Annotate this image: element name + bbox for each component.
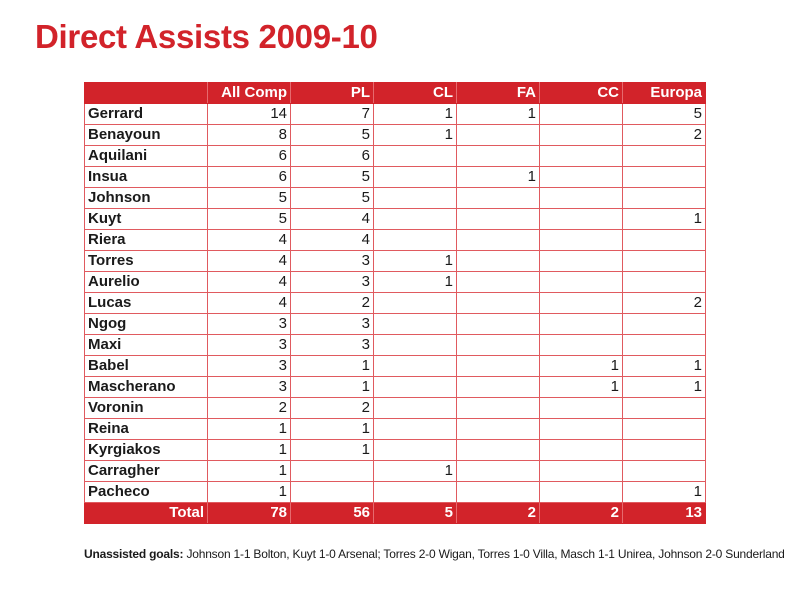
column-header-fa: FA: [457, 83, 540, 104]
cell-cc: [540, 251, 623, 272]
player-name: Aquilani: [85, 146, 208, 167]
player-name: Lucas: [85, 293, 208, 314]
player-name: Benayoun: [85, 125, 208, 146]
cell-fa: [457, 356, 540, 377]
table-row-voronin: [85, 398, 706, 419]
player-name: Ngog: [85, 314, 208, 335]
cell-pl: 6: [291, 146, 374, 167]
cell-pl: 1: [291, 356, 374, 377]
cell-all-comp: 3: [208, 335, 291, 356]
cell-cl: [374, 167, 457, 188]
column-header-pl: PL: [291, 83, 374, 104]
cell-fa: [457, 314, 540, 335]
cell-pl: 1: [291, 440, 374, 461]
cell-pl: 3: [291, 272, 374, 293]
cell-fa: [457, 146, 540, 167]
footnote-text: Johnson 1-1 Bolton, Kuyt 1-0 Arsenal; Torres 2-0 Wigan, Torres 1-0 Villa, Masch 1-1 Unirea, Johnson 2-0 Sunderland: [183, 547, 785, 561]
cell-all-comp: 14: [208, 104, 291, 125]
cell-cc: 1: [540, 356, 623, 377]
table-row-benayoun: [85, 125, 706, 146]
cell-cc: [540, 209, 623, 230]
player-name: Reina: [85, 419, 208, 440]
cell-all-comp: 1: [208, 482, 291, 503]
cell-cl: [374, 419, 457, 440]
total-europa: 13: [623, 503, 706, 524]
table-row-kyrgiakos: [85, 440, 706, 461]
cell-cl: [374, 482, 457, 503]
cell-europa: [623, 335, 706, 356]
cell-cc: [540, 398, 623, 419]
cell-pl: 1: [291, 419, 374, 440]
cell-all-comp: 8: [208, 125, 291, 146]
cell-fa: [457, 398, 540, 419]
cell-all-comp: 1: [208, 440, 291, 461]
cell-pl: 7: [291, 104, 374, 125]
cell-all-comp: 6: [208, 146, 291, 167]
cell-cl: 1: [374, 461, 457, 482]
cell-pl: 5: [291, 188, 374, 209]
table-row-aquilani: [85, 146, 706, 167]
cell-cc: [540, 419, 623, 440]
cell-europa: [623, 314, 706, 335]
table-row-babel: [85, 356, 706, 377]
cell-fa: [457, 482, 540, 503]
cell-all-comp: 1: [208, 461, 291, 482]
column-header-europa: Europa: [623, 83, 706, 104]
cell-pl: 1: [291, 377, 374, 398]
table-row-gerrard: [85, 104, 706, 125]
player-name: Pacheco: [85, 482, 208, 503]
player-name: Torres: [85, 251, 208, 272]
table-row-aurelio: [85, 272, 706, 293]
player-name: Carragher: [85, 461, 208, 482]
cell-europa: 1: [623, 482, 706, 503]
table-row-insua: [85, 167, 706, 188]
table-row-maxi: [85, 335, 706, 356]
cell-fa: [457, 377, 540, 398]
total-fa: 2: [457, 503, 540, 524]
cell-fa: 1: [457, 167, 540, 188]
player-name: Babel: [85, 356, 208, 377]
cell-pl: 4: [291, 230, 374, 251]
player-name: Aurelio: [85, 272, 208, 293]
chart-title: Direct Assists 2009-10: [35, 18, 378, 55]
cell-cc: [540, 230, 623, 251]
cell-pl: 4: [291, 209, 374, 230]
cell-cc: [540, 314, 623, 335]
cell-fa: [457, 251, 540, 272]
table-row-ngog: [85, 314, 706, 335]
cell-cl: [374, 209, 457, 230]
cell-cc: [540, 146, 623, 167]
cell-cl: 1: [374, 251, 457, 272]
cell-all-comp: 4: [208, 230, 291, 251]
cell-europa: 1: [623, 356, 706, 377]
player-name: Gerrard: [85, 104, 208, 125]
player-name: Insua: [85, 167, 208, 188]
cell-pl: 2: [291, 293, 374, 314]
cell-cc: [540, 482, 623, 503]
cell-all-comp: 5: [208, 188, 291, 209]
total-cl: 5: [374, 503, 457, 524]
cell-fa: [457, 230, 540, 251]
cell-europa: 2: [623, 293, 706, 314]
cell-cl: [374, 377, 457, 398]
column-header-cc: CC: [540, 83, 623, 104]
cell-cl: [374, 398, 457, 419]
cell-cl: 1: [374, 104, 457, 125]
table-row-pacheco: [85, 482, 706, 503]
total-cc: 2: [540, 503, 623, 524]
column-header-player: [85, 83, 208, 104]
cell-europa: [623, 146, 706, 167]
cell-cc: [540, 293, 623, 314]
cell-cl: [374, 146, 457, 167]
cell-europa: [623, 461, 706, 482]
cell-fa: [457, 440, 540, 461]
cell-pl: 2: [291, 398, 374, 419]
cell-cc: [540, 335, 623, 356]
cell-europa: [623, 440, 706, 461]
table-row-mascherano: [85, 377, 706, 398]
cell-europa: [623, 230, 706, 251]
cell-pl: 3: [291, 314, 374, 335]
cell-cl: [374, 440, 457, 461]
cell-cc: [540, 167, 623, 188]
header-row: [85, 83, 706, 104]
table-row-riera: [85, 230, 706, 251]
table-row-torres: [85, 251, 706, 272]
player-name: Mascherano: [85, 377, 208, 398]
cell-europa: [623, 419, 706, 440]
total-pl: 56: [291, 503, 374, 524]
cell-cl: [374, 356, 457, 377]
table-row-kuyt: [85, 209, 706, 230]
total-label: Total: [85, 503, 208, 524]
table-row-johnson: [85, 188, 706, 209]
player-name: Voronin: [85, 398, 208, 419]
player-name: Johnson: [85, 188, 208, 209]
cell-pl: [291, 461, 374, 482]
cell-cl: [374, 335, 457, 356]
cell-all-comp: 3: [208, 314, 291, 335]
cell-all-comp: 4: [208, 251, 291, 272]
cell-cc: [540, 125, 623, 146]
player-name: Kuyt: [85, 209, 208, 230]
assists-table: [84, 82, 706, 524]
player-name: Maxi: [85, 335, 208, 356]
cell-all-comp: 5: [208, 209, 291, 230]
cell-all-comp: 1: [208, 419, 291, 440]
cell-europa: 5: [623, 104, 706, 125]
cell-europa: [623, 272, 706, 293]
cell-europa: [623, 251, 706, 272]
cell-europa: [623, 398, 706, 419]
cell-cl: [374, 188, 457, 209]
cell-cc: [540, 188, 623, 209]
cell-cc: [540, 272, 623, 293]
cell-cc: [540, 440, 623, 461]
cell-pl: 5: [291, 167, 374, 188]
cell-all-comp: 3: [208, 377, 291, 398]
cell-cl: 1: [374, 272, 457, 293]
cell-fa: [457, 125, 540, 146]
column-header-cl: CL: [374, 83, 457, 104]
cell-pl: 3: [291, 335, 374, 356]
cell-all-comp: 6: [208, 167, 291, 188]
cell-fa: [457, 272, 540, 293]
cell-fa: [457, 293, 540, 314]
cell-all-comp: 4: [208, 293, 291, 314]
column-header-all-comp: All Comp: [208, 83, 291, 104]
cell-all-comp: 2: [208, 398, 291, 419]
cell-cl: [374, 293, 457, 314]
cell-all-comp: 4: [208, 272, 291, 293]
cell-europa: [623, 167, 706, 188]
cell-europa: 1: [623, 209, 706, 230]
table-body: [85, 104, 706, 503]
total-all-comp: 78: [208, 503, 291, 524]
table-row-carragher: [85, 461, 706, 482]
table-row-reina: [85, 419, 706, 440]
player-name: Kyrgiakos: [85, 440, 208, 461]
cell-pl: 5: [291, 125, 374, 146]
cell-fa: [457, 335, 540, 356]
cell-pl: 3: [291, 251, 374, 272]
cell-cl: [374, 230, 457, 251]
cell-fa: 1: [457, 104, 540, 125]
table-row-lucas: [85, 293, 706, 314]
total-row: [85, 503, 706, 524]
cell-europa: 2: [623, 125, 706, 146]
player-name: Riera: [85, 230, 208, 251]
cell-fa: [457, 188, 540, 209]
cell-europa: 1: [623, 377, 706, 398]
cell-cl: [374, 314, 457, 335]
cell-fa: [457, 461, 540, 482]
cell-fa: [457, 419, 540, 440]
cell-all-comp: 3: [208, 356, 291, 377]
cell-cc: [540, 104, 623, 125]
cell-cl: 1: [374, 125, 457, 146]
cell-cc: [540, 461, 623, 482]
cell-pl: [291, 482, 374, 503]
cell-fa: [457, 209, 540, 230]
cell-cc: 1: [540, 377, 623, 398]
footnote: [84, 547, 785, 561]
footnote-label: Unassisted goals:: [84, 547, 184, 561]
cell-europa: [623, 188, 706, 209]
